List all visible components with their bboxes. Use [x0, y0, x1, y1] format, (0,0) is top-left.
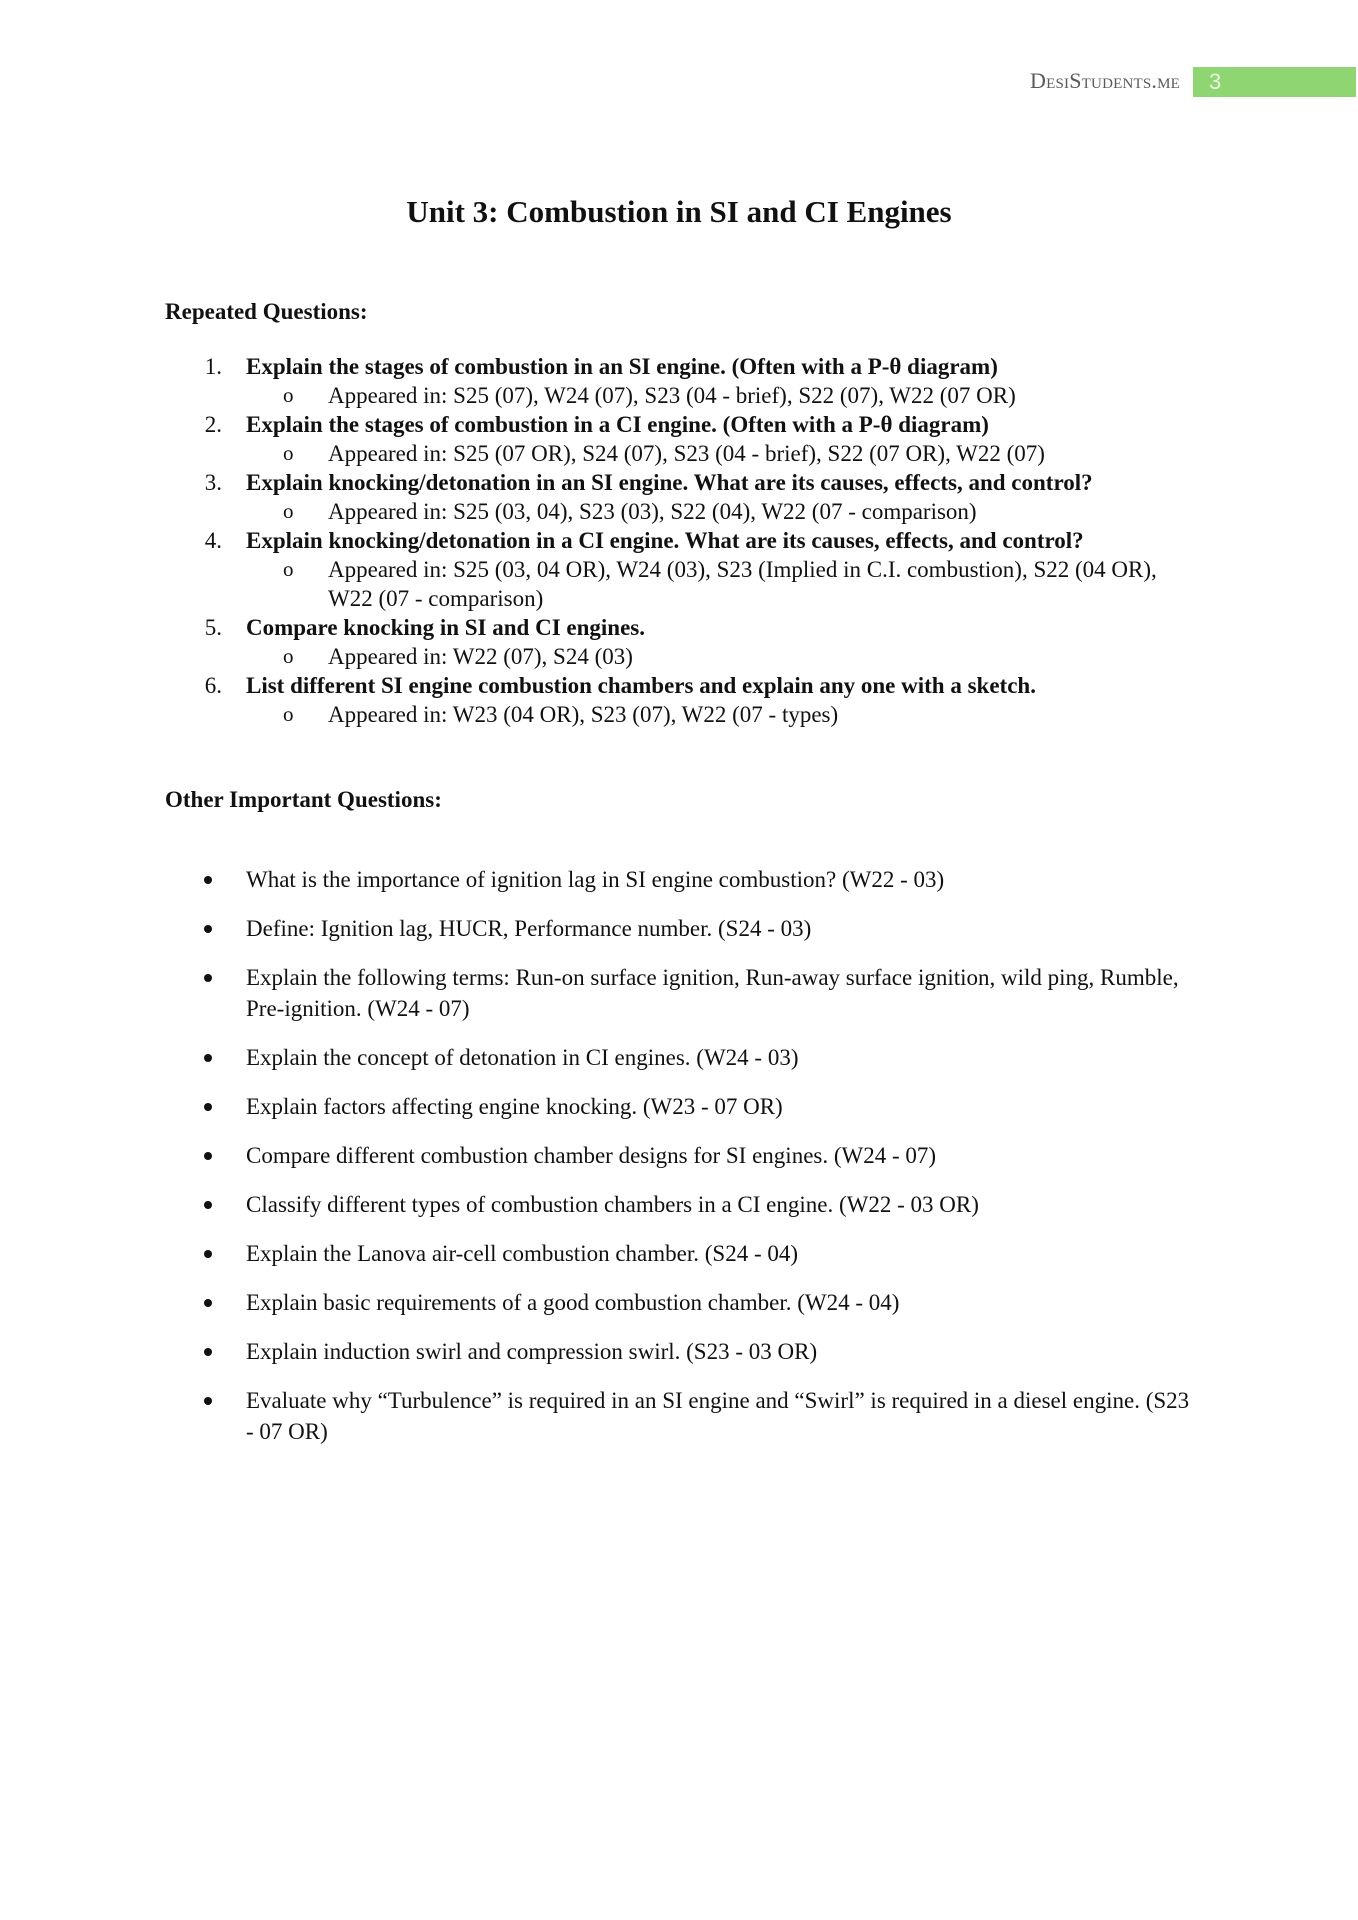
question-text: Compare knocking in SI and CI engines. [246, 615, 645, 640]
bullet-icon [204, 974, 212, 982]
question-text: Define: Ignition lag, HUCR, Performance number. (S24 - 03) [246, 916, 812, 941]
list-item [0, 1140, 1358, 1171]
list-item [0, 1238, 1358, 1269]
circle-bullet-icon: o [283, 499, 294, 523]
question-text: What is the importance of ignition lag in SI engine combustion? (W22 - 03) [246, 867, 945, 892]
question-text: Explain induction swirl and compression swirl. (S23 - 03 OR) [246, 1339, 818, 1364]
list-item [0, 1091, 1358, 1122]
question-text: Explain the Lanova air-cell combustion chamber. (S24 - 04) [246, 1241, 799, 1266]
bullet-icon [204, 1103, 212, 1111]
bullet-icon [204, 1054, 212, 1062]
circle-bullet-icon: o [283, 702, 294, 726]
bullet-icon [204, 1348, 212, 1356]
page-number-badge [1193, 67, 1356, 97]
repeated-questions-heading: Repeated Questions: [165, 299, 368, 324]
question-text: List different SI engine combustion chambers and explain any one with a sketch. [246, 673, 1036, 698]
appeared-in-text: Appeared in: S25 (07 OR), S24 (07), S23 (04 - brief), S22 (07 OR), W22 (07) [328, 441, 1045, 466]
list-item [0, 526, 1358, 613]
item-number: 5. [204, 615, 222, 640]
appeared-in-text: Appeared in: S25 (03, 04 OR), W24 (03), S23 (Implied in C.I. combustion), S22 (04 OR), W22 (07 - comparison) [328, 557, 1157, 611]
list-item [0, 613, 1358, 671]
page-number: 3 [1209, 69, 1222, 94]
page-title: Unit 3: Combustion in SI and CI Engines [406, 194, 952, 229]
bullet-icon [204, 1201, 212, 1209]
list-item [0, 962, 1358, 1024]
question-text: Explain knocking/detonation in an SI engine. What are its causes, effects, and control? [246, 470, 1093, 495]
question-text: Explain the stages of combustion in an SI engine. (Often with a P-θ diagram) [246, 354, 998, 379]
list-item [0, 1042, 1358, 1073]
question-text: Explain the stages of combustion in a CI engine. (Often with a P-θ diagram) [246, 412, 989, 437]
question-text: Explain factors affecting engine knocking. (W23 - 07 OR) [246, 1094, 783, 1119]
list-item [0, 1336, 1358, 1367]
item-number: 6. [204, 673, 222, 698]
circle-bullet-icon: o [283, 383, 294, 407]
bullet-icon [204, 1397, 212, 1405]
item-number: 1. [204, 354, 222, 379]
appeared-in-text: Appeared in: W23 (04 OR), S23 (07), W22 (07 - types) [328, 702, 839, 727]
bullet-icon [204, 925, 212, 933]
question-text: Compare different combustion chamber designs for SI engines. (W24 - 07) [246, 1143, 937, 1168]
item-number: 4. [204, 528, 222, 553]
item-number: 3. [204, 470, 222, 495]
site-name: DesiStudents.me [1030, 68, 1180, 93]
circle-bullet-icon: o [283, 557, 294, 581]
question-text: Explain basic requirements of a good combustion chamber. (W24 - 04) [246, 1290, 900, 1315]
list-item [0, 671, 1358, 729]
list-item [0, 1287, 1358, 1318]
question-text: Classify different types of combustion chambers in a CI engine. (W22 - 03 OR) [246, 1192, 979, 1217]
list-item [0, 352, 1358, 410]
circle-bullet-icon: o [283, 441, 294, 465]
list-item [0, 410, 1358, 468]
list-item [0, 1385, 1358, 1447]
circle-bullet-icon: o [283, 644, 294, 668]
appeared-in-text: Appeared in: S25 (03, 04), S23 (03), S22 (04), W22 (07 - comparison) [328, 499, 977, 524]
question-text: Explain the following terms: Run-on surface ignition, Run-away surface ignition, wild ping, Rumble, Pre-ignition. (W24 - 07) [246, 965, 1179, 1021]
bullet-icon [204, 1152, 212, 1160]
question-text: Explain knocking/detonation in a CI engine. What are its causes, effects, and control? [246, 528, 1084, 553]
list-item [0, 1189, 1358, 1220]
list-item [0, 468, 1358, 526]
list-item [0, 864, 1358, 895]
appeared-in-text: Appeared in: W22 (07), S24 (03) [328, 644, 633, 669]
repeated-questions-list [0, 352, 1358, 729]
appeared-in-text: Appeared in: S25 (07), W24 (07), S23 (04 - brief), S22 (07), W22 (07 OR) [328, 383, 1016, 408]
question-text: Evaluate why “Turbulence” is required in an SI engine and “Swirl” is required in a diesel engine. (S23 - 07 OR) [246, 1388, 1190, 1444]
bullet-icon [204, 1250, 212, 1258]
bullet-icon [204, 1299, 212, 1307]
question-text: Explain the concept of detonation in CI engines. (W24 - 03) [246, 1045, 799, 1070]
list-item [0, 913, 1358, 944]
bullet-icon [204, 876, 212, 884]
item-number: 2. [204, 412, 222, 437]
other-questions-heading: Other Important Questions: [165, 787, 442, 812]
other-questions-list [0, 864, 1358, 1465]
